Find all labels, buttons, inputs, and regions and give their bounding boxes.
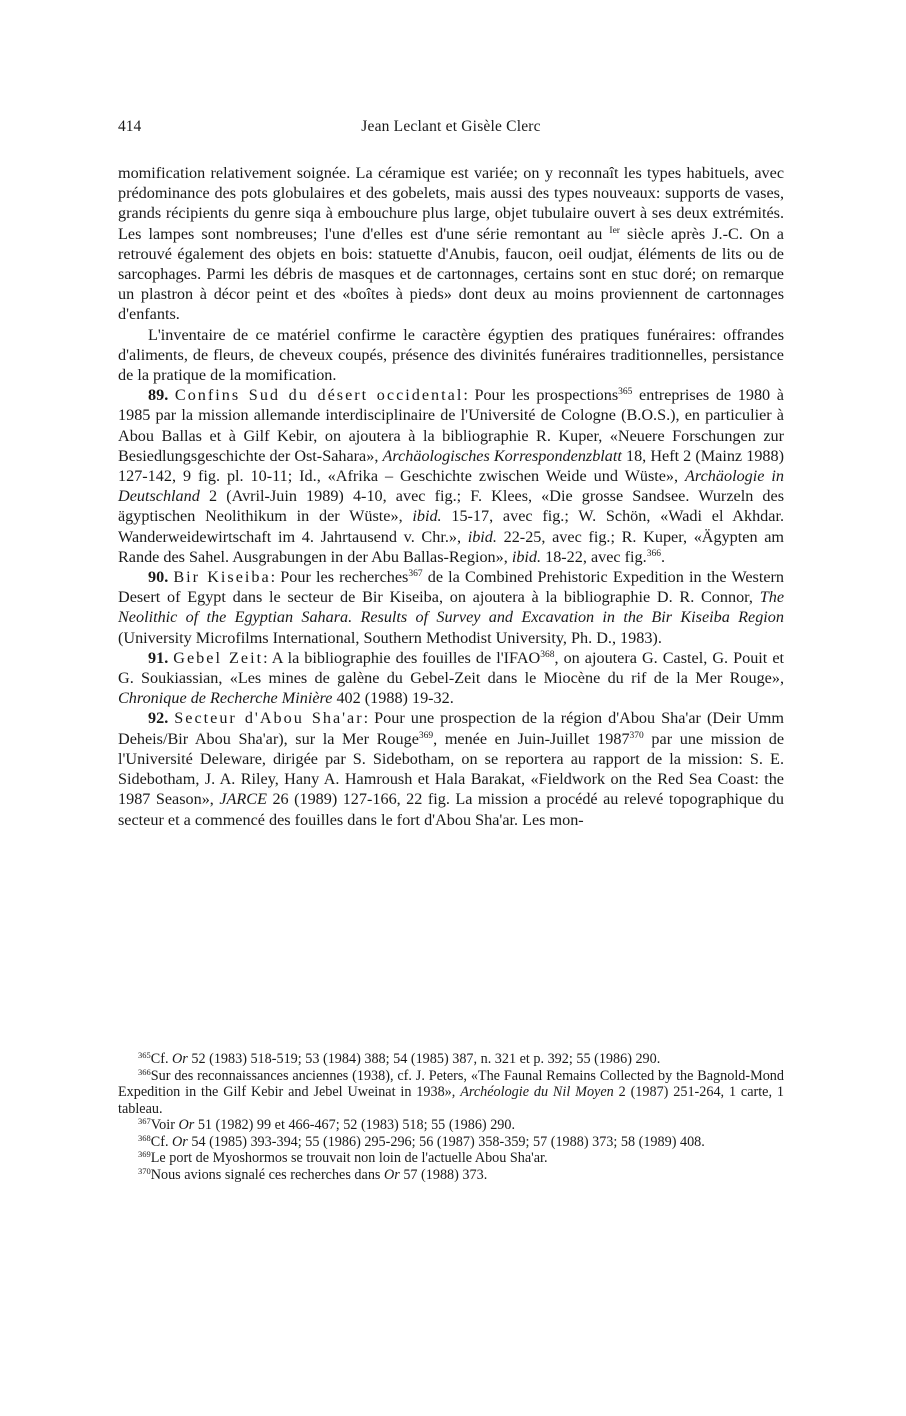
section-title: Gebel Zeit [173,648,264,667]
footnote-367: $^{367}$Voir Or 51 (1982) 99 et 466-467; 52 (1983) 518; 55 (1986) 290. [138,1116,516,1133]
section-title: Confins Sud du désert occidental [174,386,464,405]
section-91: 91. Gebel Zeit: A la bibliographie des fouilles de l'IFAO$^{368}$, on ajoutera G. Castel, G. Pouit et G. Soukiassian, «Les mines de galène du Gebel-Zeit dans le Miocène du rif de la Mer Rouge», Chronique de Recherche Minière 402 (1988) 19-32. [118,648,785,708]
section-title: Secteur d'Abou Sha'ar [174,709,364,728]
section-number: 89. [148,386,169,405]
footnote-ref: 366 [646,548,661,559]
footnote-366: $^{366}$Sur des reconnaissances anciennes (1938), cf. J. Peters, «The Faunal Remains Collected by the Bagnold-Mond Expedition in the Gilf Kebir and Jebel Uweinat in 1938», Archéologie du Nil Moyen 2 (1987) 251-264, 1 carte, 1 tableau. [118,1066,784,1117]
paragraph-inventaire: L'inventaire de ce matériel confirme le caractère égyptien des pratiques funéraires: offrandes d'aliments, de fleurs, de cheveux coupés, présence des divinités funéraires traditionnelles, persistance de la pratique de la momification. [118,325,784,385]
footnote-ref: 369 [418,730,434,741]
section-89: 89. Confins Sud du désert occidental: Pour les prospections$^{365}$ entreprises de 1980 à 1985 par la mission allemande interdisciplinaire de l'Université de Cologne (B.O.S.), en particulier à Abou Ballas et à Gilf Kebir, on ajoutera à la bibliographie R. Kuper, «Neuere Forschungen zur Besiedlungsgeschichte der Ost-Sahara», Archäologisches Korrespondenzblatt 18, Heft 2 (Mainz 1988) 127-142, 9 fig. pl. 10-11; Id., «Afrika – Geschichte zwischen Weide und Wüste», Archäologie in Deutschland 2 (Avril-Juin 1989) 4-10, avec fig.; F. Klees, «Die grosse Sandsee. Wurzeln des ägyptischen Neolithikum in der Wüste», ibid. 15-17, avec fig.; W. Schön, «Wadi el Akhdar. Wanderweidewirtschaft im 4. Jahrtausend v. Chr.», ibid. 22-25, avec fig.; R. Kuper, «Ägypten am Rande des Sahel. Ausgrabungen in der Abu Ballas-Region», ibid. 18-22, avec fig.$^{366}$. [118,386,784,566]
paragraph-momification: momification relativement soignée. La céramique est variée; on y reconnaît les types habituels, avec prédominance des pots globulaires et des gobelets, mais aussi des types nouveaux: supports de vases, grands récipients du genre siqa à embouchure plus large, objet tubulaire ouvert à ses deux extrémités. Les lampes sont nombreuses; l'une d'elles est d'une série remontant au $^{Ier}$ siècle après J.-C. On a retrouvé également des objets en bois: statuette d'Anubis, faucon, oeil oudjat, éléments de lits ou de sarcophages. Parmi les débris de masques et de cartonnages, certains sont en stuc doré; on remarque un plastron à décor peint et des «boîtes à pieds» dont deux au moins proviennent de cartonnages d'enfants. [118,164,784,324]
section-number: 90. [148,568,169,587]
footnote-370: $^{370}$Nous avions signalé ces recherches dans Or 57 (1988) 373. [138,1165,488,1183]
footnote-369: $^{369}$Le port de Myoshormos se trouvait non loin de l'actuelle Abou Sha'ar. [138,1149,548,1166]
main-text [118,163,784,830]
footnotes [118,1051,784,1183]
footnote-ref: 367 [408,569,423,580]
page-header [118,118,784,138]
page-number: 414 [118,118,142,135]
footnote-365: $^{365}$Cf. Or 52 (1983) 518-519; 53 (1984) 388; 54 (1985) 387, n. 321 et p. 392; 55 (1986) 290. [138,1050,661,1067]
section-title: Bir Kiseiba [173,568,271,587]
footnote-ref: 368 [540,649,555,660]
footnote-ref: 370 [629,730,644,741]
section-number: 92. [148,709,169,728]
footnote-ref: 365 [618,387,633,398]
running-title: Jean Leclant et Gisèle Clerc [361,118,541,135]
section-92: 92. Secteur d'Abou Sha'ar: Pour une prospection de la région d'Abou Sha'ar (Deir Umm Deheis/Bir Abou Sha'ar), sur la Mer Rouge$^{369}$, menée en Juin-Juillet 1987$^{370}$ par une mission de l'Université Deleware, dirigée par S. Sidebotham, on se reportera au rapport de la mission: S. E. Sidebotham, J. A. Riley, Hany A. Hamroush et Hala Barakat, «Fieldwork on the Red Sea Coast: the 1987 Season», JARCE 26 (1989) 127-166, 22 fig. La mission a procédé au relevé topographique du secteur et a commencé des fouilles dans le fort d'Abou Sha'ar. Les mon- [118,709,784,829]
footnote-368: $^{368}$Cf. Or 54 (1985) 393-394; 55 (1986) 295-296; 56 (1987) 358-359; 57 (1988) 373; 58 (1989) 408. [138,1132,705,1150]
section-90: 90. Bir Kiseiba: Pour les recherches$^{367}$ de la Combined Prehistoric Expedition in the Western Desert of Egypt dans le secteur de Bir Kiseiba, on ajoutera à la bibliographie D. R. Connor, The Neolithic of the Egyptian Sahara. Results of Survey and Excavation in the Bir Kiseiba Region (University Microfilms International, Southern Methodist University, Ph. D., 1983). [118,568,784,647]
section-number: 91. [148,648,169,667]
